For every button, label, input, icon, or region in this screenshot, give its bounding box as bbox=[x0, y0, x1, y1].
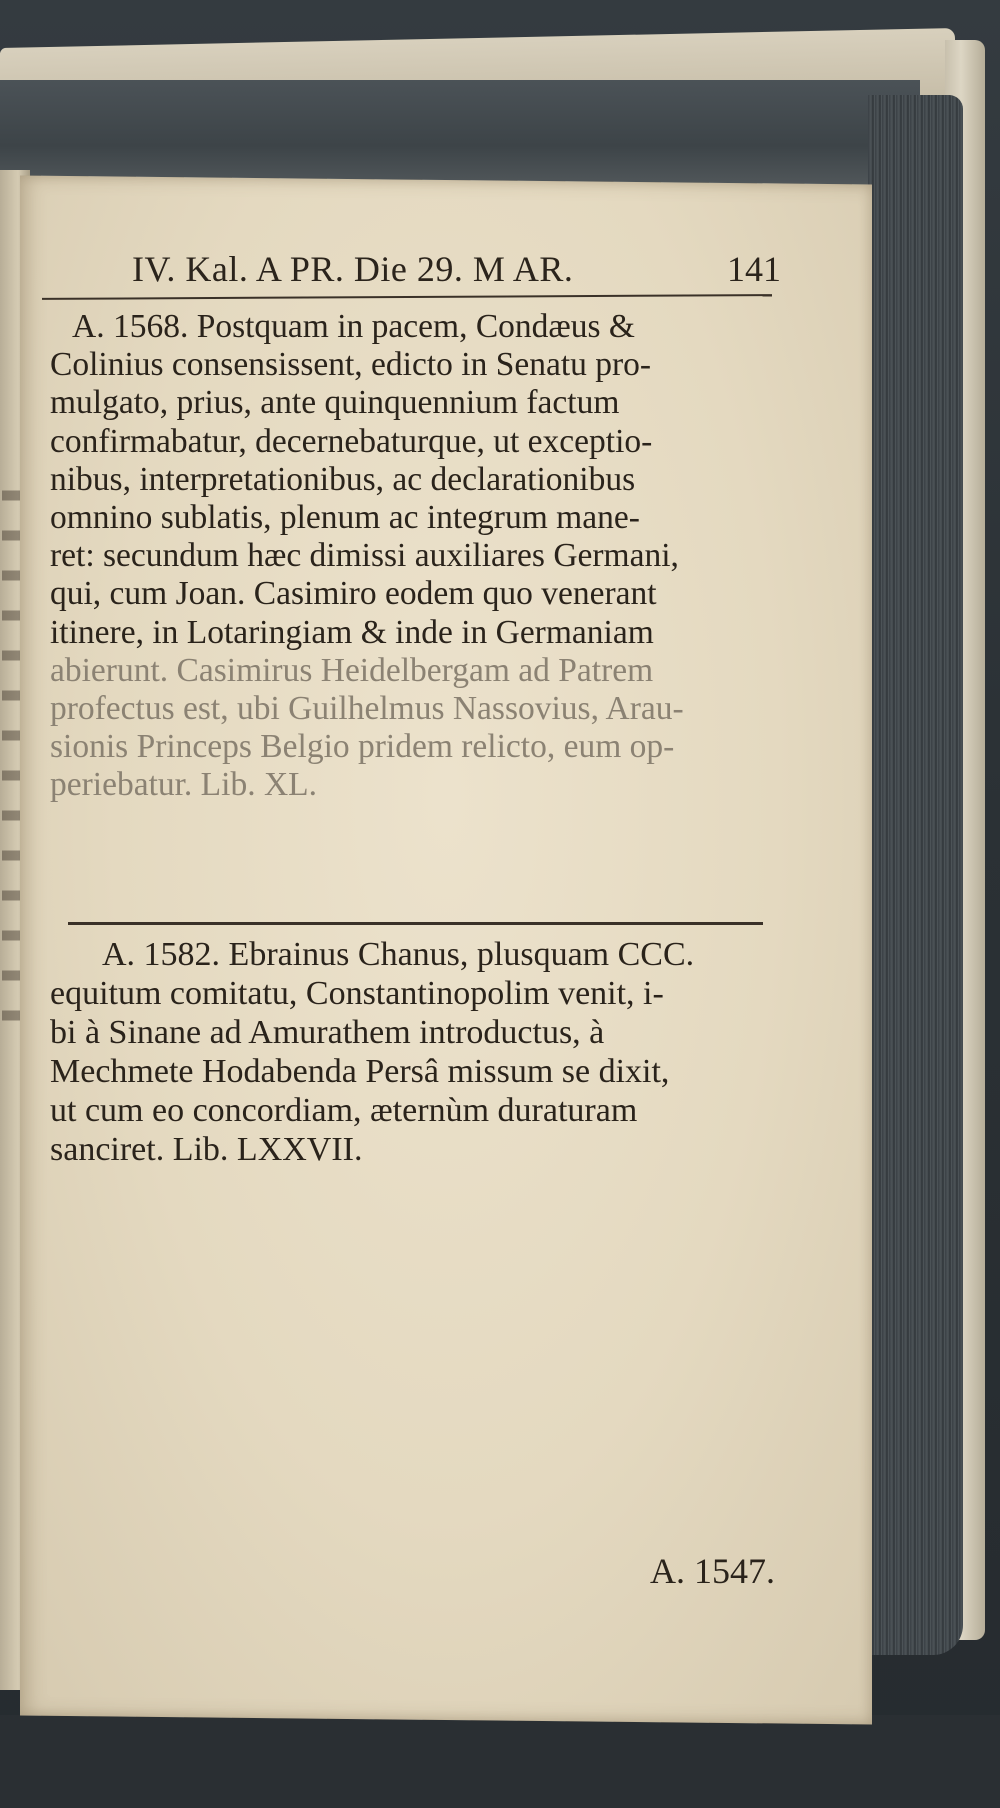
page-block-top bbox=[0, 80, 920, 190]
running-head: IV. Kal. A PR. Die 29. M AR. bbox=[132, 249, 574, 289]
page-edges bbox=[868, 95, 963, 1655]
text-line: confirmabatur, decernebaturque, ut exceptio- bbox=[50, 422, 653, 460]
text-line: Colinius consensissent, edicto in Senatu pro- bbox=[50, 346, 652, 384]
text-line: qui, cum Joan. Casimiro eodem quo venerant bbox=[50, 575, 657, 613]
text-line: periebatur. Lib. XL. bbox=[50, 766, 317, 804]
text-line: A. 1568. Postquam in pacem, Condæus & bbox=[72, 308, 635, 345]
text-line: abierunt. Casimirus Heidelbergam ad Patrem bbox=[50, 651, 654, 689]
page-header bbox=[132, 248, 792, 298]
text-line: ret: secundum hæc dimissi auxiliares Germani, bbox=[50, 537, 679, 575]
text-line: profectus est, ubi Guilhelmus Nassovius, Arau- bbox=[50, 689, 684, 727]
text-line: Mechmete Hodabenda Persâ missum se dixit, bbox=[50, 1053, 670, 1090]
catchword: A. 1547. bbox=[650, 1551, 775, 1591]
text-line: ut cum eo concordiam, æternùm duraturam bbox=[50, 1092, 638, 1129]
text-line: mulgato, prius, ante quinquennium factum bbox=[50, 384, 620, 422]
section-rule bbox=[68, 922, 763, 925]
text-line: nibus, interpretationibus, ac declarationibus bbox=[50, 460, 636, 498]
text-line: equitum comitatu, Constantinopolim venit, i- bbox=[50, 975, 664, 1012]
text-line: omnino sublatis, plenum ac integrum mane- bbox=[50, 498, 640, 536]
text-line: bi à Sinane ad Amurathem introductus, à bbox=[50, 1014, 605, 1051]
page-number: 141 bbox=[727, 249, 781, 289]
entry-1568 bbox=[50, 308, 790, 804]
text-line: sionis Princeps Belgio pridem relicto, eum op- bbox=[50, 728, 675, 766]
text-line: sanciret. Lib. LXXVII. bbox=[50, 1131, 363, 1168]
text-line: itinere, in Lotaringiam & inde in Germaniam bbox=[50, 613, 654, 651]
bottom-shadow bbox=[0, 1715, 1000, 1808]
text-line: A. 1582. Ebrainus Chanus, plusquam CCC. bbox=[102, 936, 695, 973]
entry-1582 bbox=[50, 935, 790, 1169]
